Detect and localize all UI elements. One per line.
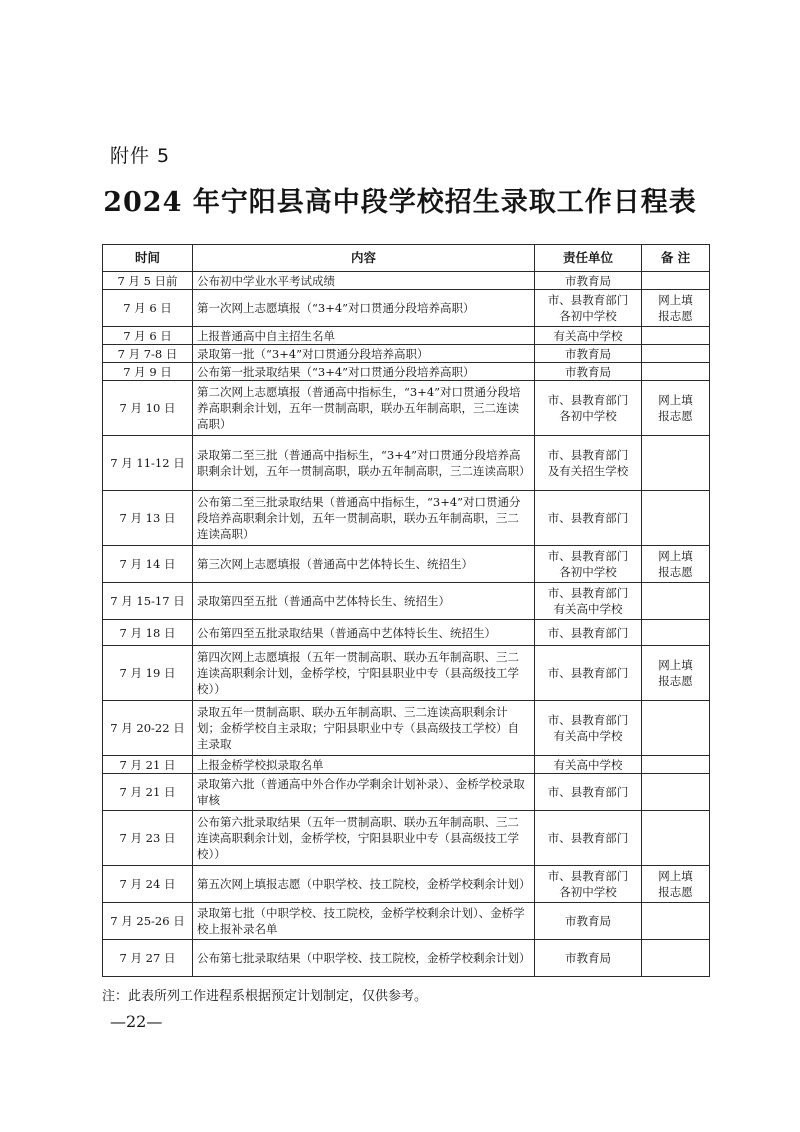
cell-unit: 市、县教育部门 各初中学校 xyxy=(535,866,642,903)
table-row xyxy=(103,940,710,977)
page-title: 2024 年宁阳县高中段学校招生录取工作日程表 xyxy=(103,187,697,218)
table-row xyxy=(103,756,710,774)
cell-content: 第四次网上志愿填报（五年一贯制高职、联办五年制高职、三二连读高职剩余计划，金桥学校，宁阳县职业中专（县高级技工学校）） xyxy=(193,646,535,701)
cell-unit: 市、县教育部门 xyxy=(535,774,642,811)
cell-time: 7 月 14 日 xyxy=(103,546,193,583)
cell-note xyxy=(642,272,710,290)
cell-content: 第五次网上填报志愿（中职学校、技工院校，金桥学校剩余计划） xyxy=(193,866,535,903)
cell-time: 7 月 9 日 xyxy=(103,363,193,381)
table-row xyxy=(103,866,710,903)
cell-unit: 有关高中学校 xyxy=(535,756,642,774)
cell-note xyxy=(642,940,710,977)
cell-note xyxy=(642,583,710,620)
cell-content: 公布初中学业水平考试成绩 xyxy=(193,272,535,290)
cell-time: 7 月 21 日 xyxy=(103,774,193,811)
cell-content: 上报普通高中自主招生名单 xyxy=(193,327,535,345)
cell-content: 第二次网上志愿填报（普通高中指标生，“3+4”对口贯通分段培养高职剩余计划，五年一贯制高职，联办五年制高职，三二连读高职） xyxy=(193,381,535,436)
cell-unit: 市、县教育部门 xyxy=(535,491,642,546)
cell-unit: 市、县教育部门 xyxy=(535,620,642,646)
schedule-table xyxy=(102,244,710,977)
cell-content: 第三次网上志愿填报（普通高中艺体特长生、统招生） xyxy=(193,546,535,583)
header-content: 内容 xyxy=(193,245,535,272)
cell-time: 7 月 25-26 日 xyxy=(103,903,193,940)
header-note: 备 注 xyxy=(642,245,710,272)
table-row xyxy=(103,363,710,381)
cell-time: 7 月 21 日 xyxy=(103,756,193,774)
cell-content: 公布第四至五批录取结果（普通高中艺体特长生、统招生） xyxy=(193,620,535,646)
table-row xyxy=(103,811,710,866)
cell-content: 录取五年一贯制高职、联办五年制高职、三二连读高职剩余计划；金桥学校自主录取；宁阳县职业中专（县高级技工学校）自主录取 xyxy=(193,701,535,756)
cell-time: 7 月 19 日 xyxy=(103,646,193,701)
cell-unit: 市、县教育部门 xyxy=(535,811,642,866)
cell-unit: 市教育局 xyxy=(535,940,642,977)
cell-unit: 市、县教育部门 及有关招生学校 xyxy=(535,436,642,491)
cell-time: 7 月 5 日前 xyxy=(103,272,193,290)
cell-unit: 市教育局 xyxy=(535,363,642,381)
cell-time: 7 月 18 日 xyxy=(103,620,193,646)
cell-note: 网上填 报志愿 xyxy=(642,546,710,583)
header-unit: 责任单位 xyxy=(535,245,642,272)
header-time: 时间 xyxy=(103,245,193,272)
cell-time: 7 月 7-8 日 xyxy=(103,345,193,363)
cell-unit: 市教育局 xyxy=(535,272,642,290)
table-row xyxy=(103,327,710,345)
cell-time: 7 月 13 日 xyxy=(103,491,193,546)
attachment-label: 附件 5 xyxy=(110,145,171,167)
cell-time: 7 月 6 日 xyxy=(103,327,193,345)
cell-note xyxy=(642,756,710,774)
cell-unit: 市、县教育部门 各初中学校 xyxy=(535,381,642,436)
table-row xyxy=(103,436,710,491)
table-row xyxy=(103,620,710,646)
table-row xyxy=(103,546,710,583)
cell-content: 录取第一批（“3+4”对口贯通分段培养高职） xyxy=(193,345,535,363)
table-row xyxy=(103,646,710,701)
table-row xyxy=(103,272,710,290)
page-number: —22— xyxy=(110,1012,163,1031)
cell-content: 公布第七批录取结果（中职学校、技工院校，金桥学校剩余计划） xyxy=(193,940,535,977)
table-row xyxy=(103,290,710,327)
cell-time: 7 月 10 日 xyxy=(103,381,193,436)
cell-content: 录取第六批（普通高中外合作办学剩余计划补录）、金桥学校录取审核 xyxy=(193,774,535,811)
cell-note xyxy=(642,620,710,646)
cell-time: 7 月 6 日 xyxy=(103,290,193,327)
cell-note xyxy=(642,491,710,546)
cell-unit: 市、县教育部门 有关高中学校 xyxy=(535,701,642,756)
cell-content: 公布第一批录取结果（“3+4”对口贯通分段培养高职） xyxy=(193,363,535,381)
cell-unit: 市、县教育部门 有关高中学校 xyxy=(535,583,642,620)
cell-note xyxy=(642,436,710,491)
cell-time: 7 月 24 日 xyxy=(103,866,193,903)
cell-note: 网上填 报志愿 xyxy=(642,866,710,903)
cell-unit: 市、县教育部门 各初中学校 xyxy=(535,290,642,327)
cell-note xyxy=(642,903,710,940)
cell-note xyxy=(642,701,710,756)
footnote: 注：此表所列工作进程系根据预定计划制定，仅供参考。 xyxy=(102,989,428,1004)
cell-note: 网上填 报志愿 xyxy=(642,290,710,327)
table-row xyxy=(103,774,710,811)
cell-note xyxy=(642,811,710,866)
cell-note xyxy=(642,363,710,381)
cell-content: 上报金桥学校拟录取名单 xyxy=(193,756,535,774)
cell-time: 7 月 23 日 xyxy=(103,811,193,866)
cell-time: 7 月 27 日 xyxy=(103,940,193,977)
cell-unit: 市、县教育部门 xyxy=(535,646,642,701)
cell-unit: 市教育局 xyxy=(535,345,642,363)
cell-note: 网上填 报志愿 xyxy=(642,646,710,701)
cell-note xyxy=(642,774,710,811)
cell-content: 录取第七批（中职学校、技工院校，金桥学校剩余计划）、金桥学校上报补录名单 xyxy=(193,903,535,940)
cell-content: 第一次网上志愿填报（“3+4”对口贯通分段培养高职） xyxy=(193,290,535,327)
table-header-row xyxy=(103,245,710,272)
table-row xyxy=(103,381,710,436)
cell-note xyxy=(642,345,710,363)
cell-content: 录取第二至三批（普通高中指标生，“3+4”对口贯通分段培养高职剩余计划，五年一贯制高职，联办五年制高职，三二连读高职） xyxy=(193,436,535,491)
cell-unit: 市教育局 xyxy=(535,903,642,940)
table-row xyxy=(103,491,710,546)
table-row xyxy=(103,903,710,940)
cell-time: 7 月 20-22 日 xyxy=(103,701,193,756)
table-row xyxy=(103,345,710,363)
cell-content: 录取第四至五批（普通高中艺体特长生、统招生） xyxy=(193,583,535,620)
cell-content: 公布第二至三批录取结果（普通高中指标生，“3+4”对口贯通分段培养高职剩余计划，五年一贯制高职，联办五年制高职，三二连读高职） xyxy=(193,491,535,546)
cell-note: 网上填 报志愿 xyxy=(642,381,710,436)
cell-time: 7 月 11-12 日 xyxy=(103,436,193,491)
cell-unit: 有关高中学校 xyxy=(535,327,642,345)
cell-note xyxy=(642,327,710,345)
table-row xyxy=(103,583,710,620)
table-row xyxy=(103,701,710,756)
cell-content: 公布第六批录取结果（五年一贯制高职、联办五年制高职、三二连读高职剩余计划，金桥学校，宁阳县职业中专（县高级技工学校）） xyxy=(193,811,535,866)
cell-unit: 市、县教育部门 各初中学校 xyxy=(535,546,642,583)
cell-time: 7 月 15-17 日 xyxy=(103,583,193,620)
